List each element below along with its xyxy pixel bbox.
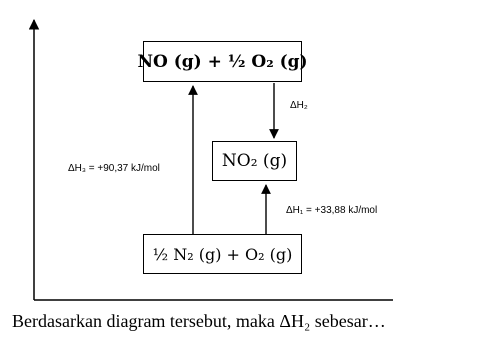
box-no-plus-o2: NO (g) + ½ O₂ (g) — [143, 41, 302, 82]
box-no2: NO₂ (g) — [212, 141, 297, 181]
label-delta-h2: ΔH₂ — [290, 100, 308, 111]
box-n2-plus-o2: ½ N₂ (g) + O₂ (g) — [143, 234, 302, 274]
question-text: Berdasarkan diagram tersebut, maka ΔH₂ sebesar… — [12, 311, 386, 331]
label-delta-h3: ΔH₁ = +33,88 kJ/mol — [286, 205, 378, 216]
label-delta-h1: ΔH₃ = +90,37 kJ/mol — [68, 163, 160, 174]
